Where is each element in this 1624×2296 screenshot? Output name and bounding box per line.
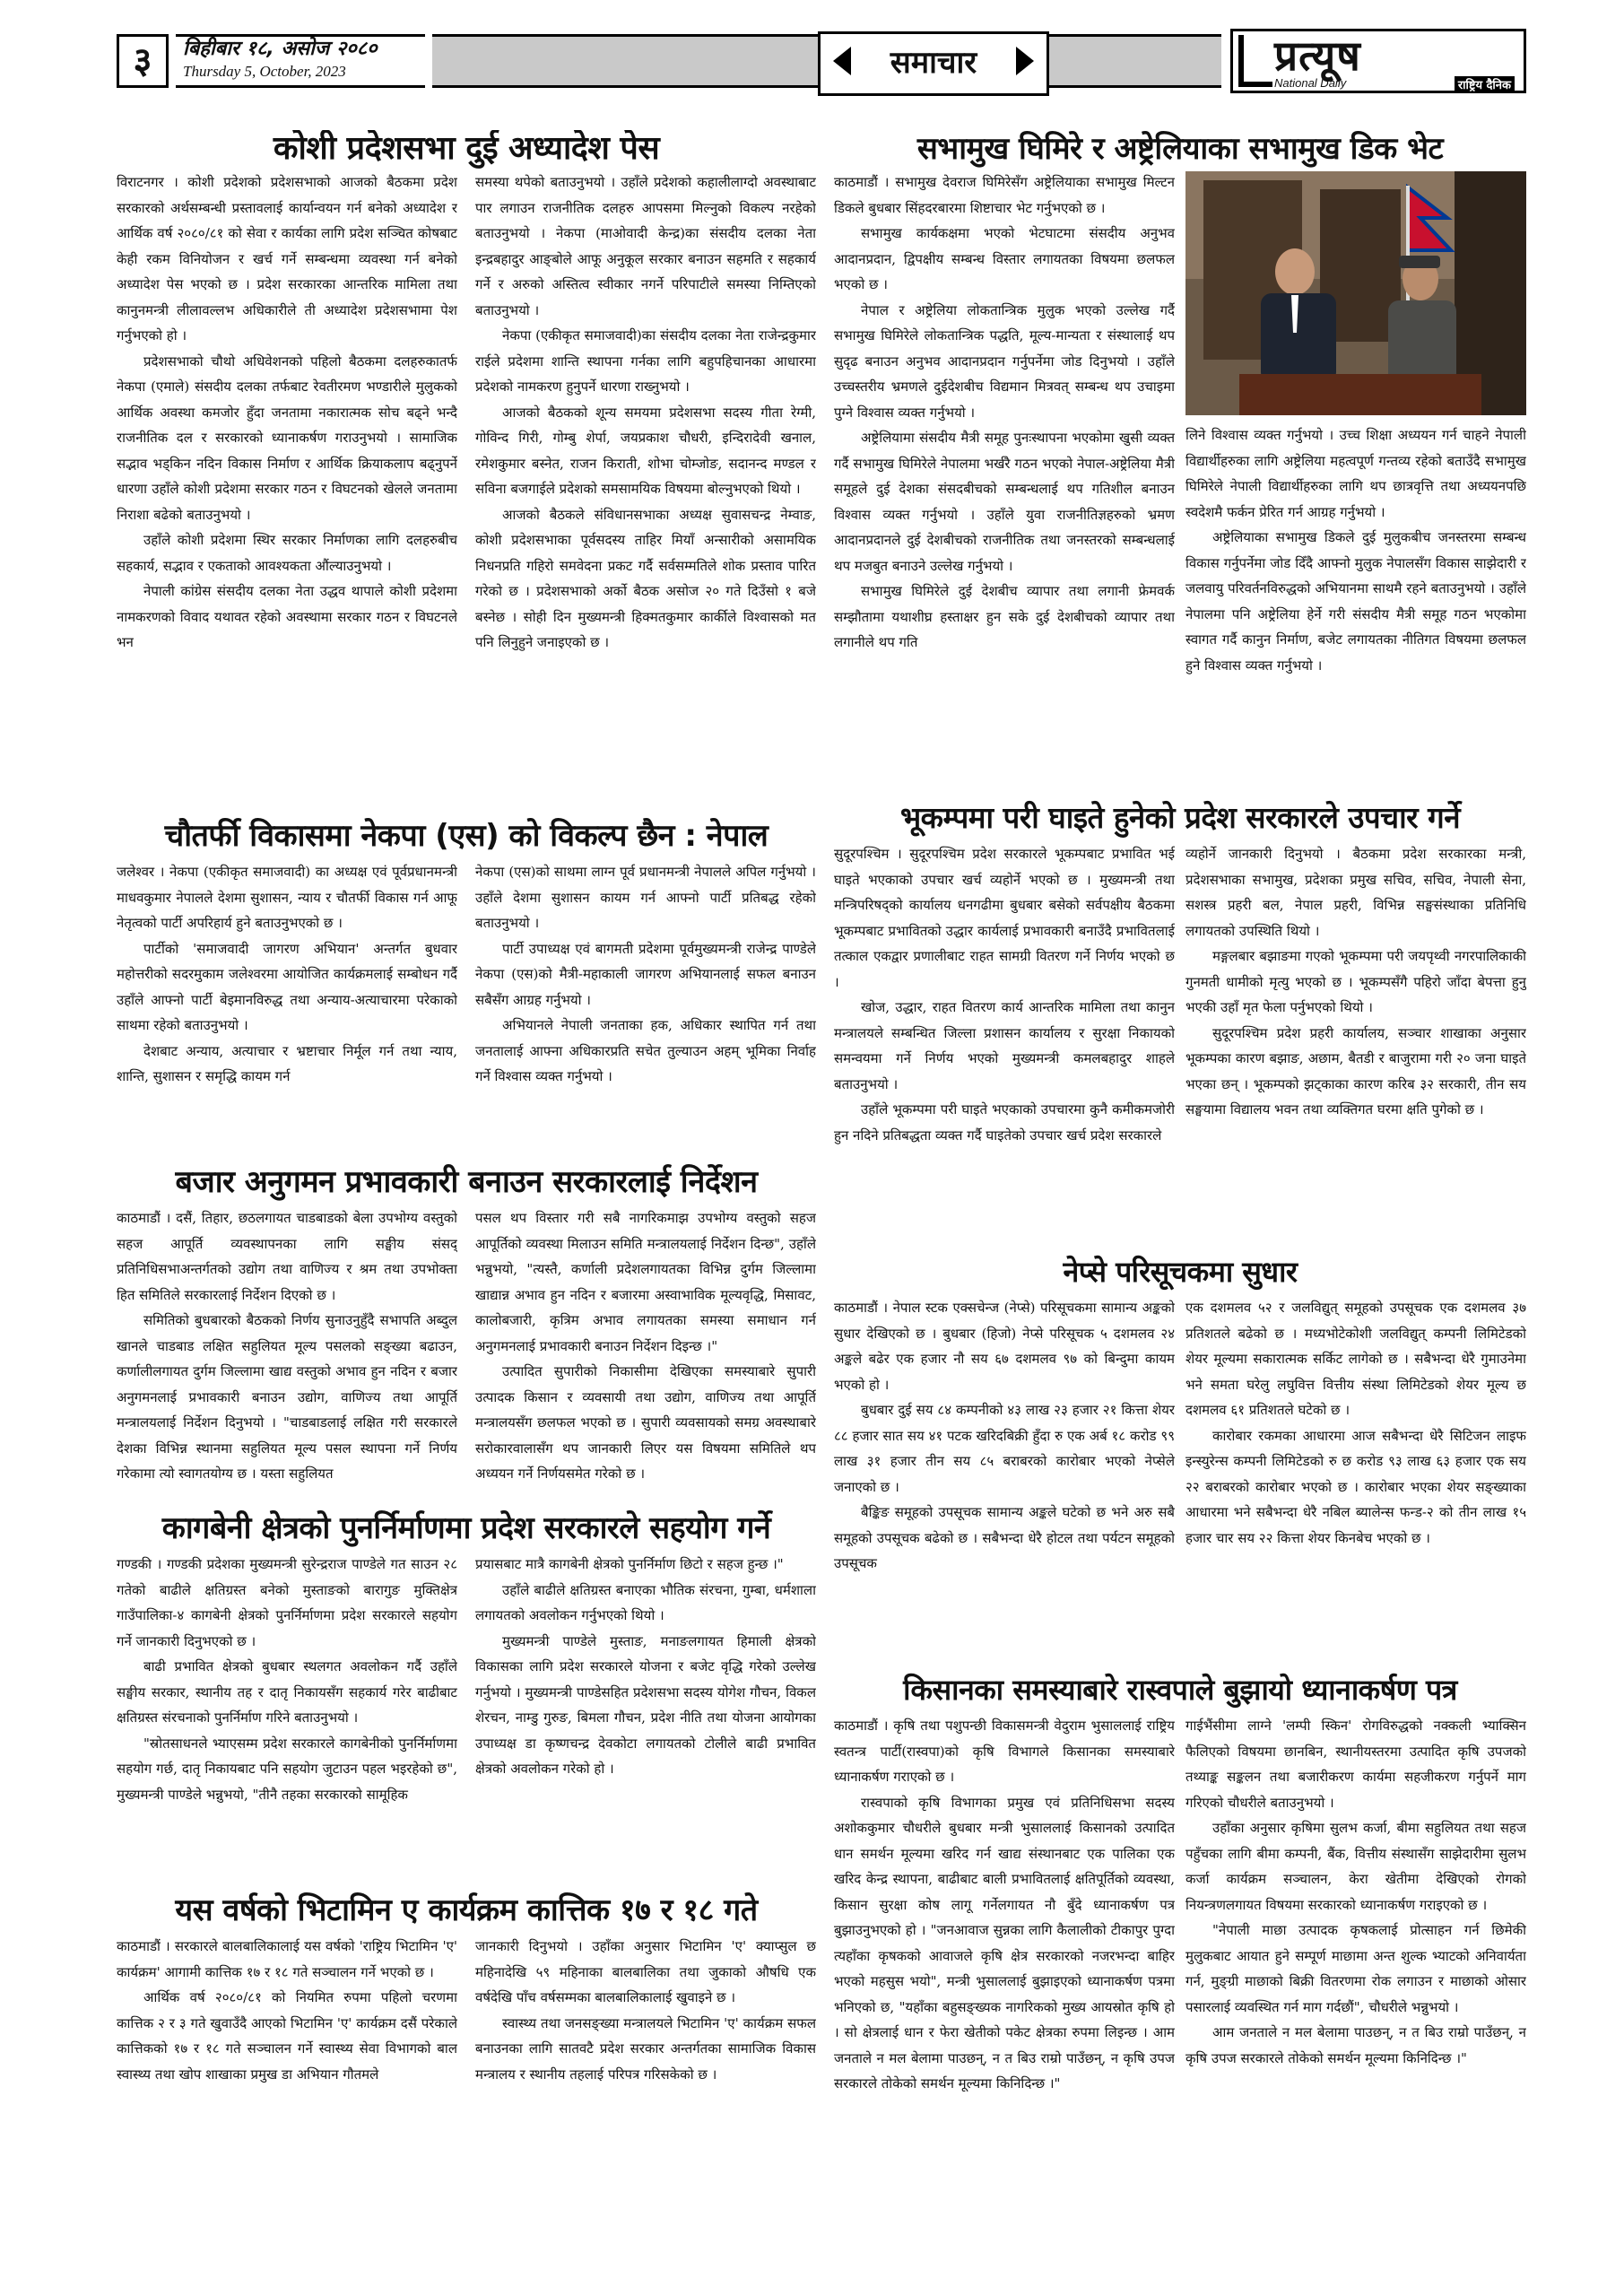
article-sabhamukh: [834, 130, 1526, 794]
headline: चौतर्फी विकासमा नेकपा (एस) को विकल्प छैन : नेपाल: [164, 818, 769, 854]
article-column: [117, 1934, 457, 2248]
paragraph: विराटनगर । कोशी प्रदेशको प्रदेशसभाको आजको बैठकमा प्रदेश सरकारको अर्थसम्बन्धी प्रस्तावलाई कार्यान्वयन गर्न बनेको अध्यादेश र आर्थिक वर्ष २०८०/८१ को सेवा र कार्यका लागि प्रदेश सञ्चित कोषबाट केही रकम विनियोजन र खर्च गर्ने सम्बन्धमा व्यवस्था गर्न बनेको अध्यादेश पेस भएको छ । प्रदेश सरकारका आन्तरिक मामिला तथा कानुनमन्त्री लीलावल्लभ अधिकारीले ती अध्यादेश प्रदेशसभामा पेश गर्नुभएको हो ।: [117, 174, 457, 344]
paragraph: बाढी प्रभावित क्षेत्रको बुधबार स्थलगत अवलोकन गर्दै उहाँले सङ्घीय सरकार, स्थानीय तह र दातृ निकायसँग सहकार्य गरेर बाढीबाट क्षतिग्रस्त संरचनाको पुनर्निर्माण गरिने बताउनुभयो ।: [117, 1658, 457, 1726]
logo-name: प्रत्यूष: [1274, 31, 1361, 80]
article-column: [834, 1713, 1175, 2260]
paragraph: आर्थिक वर्ष २०८०/८१ को नियमित रुपमा पहिलो चरणमा कात्तिक २ र ३ गते खुवाउँदै आएको भिटामिन 'ए' कार्यक्रम दसैं परेकाले कात्तिकको १७ र १८ गते सञ्चालन गर्ने स्वास्थ्य सेवा विभागको बाल स्वास्थ्य तथा खोप शाखाका प्रमुख डा अभियान गौतमले: [117, 1989, 457, 2083]
date-block: [176, 34, 425, 88]
paragraph: कारोबार रकमका आधारमा आज सबैभन्दा धेरै सिटिजन लाइफ इन्स्युरेन्स कम्पनी लिमिटेडको रु छ करोड ९३ लाख ६३ हजार एक सय २२ बराबरको कारोबार भएको छ । कारोबार भएका शेयर सङ्ख्याका आधारमा भने सबैभन्दा धेरै नबिल ब्यालेन्स फन्ड-२ को तीन लाख १५ हजार चार सय २२ कित्ता शेयर किनबेच भएको छ ।: [1185, 1427, 1526, 1546]
paragraph: गाईभैंसीमा लाग्ने 'लम्पी स्किन' रोगविरुद्धको नक्कली भ्याक्सिन फैलिएको विषयमा छानबिन, स्थानीयस्तरमा उत्पादित कृषि उपजको तथ्याङ्क सङ्कलन तथा बजारीकरण कार्यमा सहजीकरण गर्नुपर्ने माग गरिएको चौधरीले बताउनुभयो ।: [1185, 1718, 1526, 1811]
paragraph: आजको बैठकको शून्य समयमा प्रदेशसभा सदस्य गीता रेग्मी, गोविन्द गिरी, गोम्बु शेर्पा, जयप्रकाश चौधरी, इन्दिरादेवी खनाल, रमेशकुमार बस्नेत, राजन किराती, शोभा चोम्जोङ, सदानन्द मण्डल र सविना बजगाईले प्रदेशको समसामयिक विषयमा बोल्नुभएको थियो ।: [475, 404, 816, 497]
paragraph: सुदूरपश्चिम । सुदूरपश्चिम प्रदेश सरकारले भूकम्पबाट प्रभावित भई घाइते भएकाको उपचार खर्च व्यहोर्ने भएको छ । मुख्यमन्त्री तथा मन्त्रिपरिषद्को कार्यालय धनगढीमा बुधबार बसेको सर्वपक्षीय बैठकमा भूकम्पबाट प्रभावितको उद्धार कार्यलाई प्रभावकारी बनाउँदै प्रभावितलाई तत्काल एकद्वार प्रणालीबाट राहत सामग्री वितरण गर्ने निर्णय भएको छ ।: [834, 846, 1175, 990]
paragraph: पार्टी उपाध्यक्ष एवं बागमती प्रदेशमा पूर्वमुख्यमन्त्री राजेन्द्र पाण्डेले नेकपा (एस)को मैत्री-महाकाली जागरण अभियानलाई सफल बनाउन सबैसँग आग्रह गर्नुभयो ।: [475, 940, 816, 1008]
newspaper-logo: [1230, 29, 1526, 93]
paragraph: नेपाल र अष्ट्रेलिया लोकतान्त्रिक मुलुक भएको उल्लेख गर्दै सभामुख घिमिरेले लोकतान्त्रिक पद्धति, मूल्य-मान्यता र संस्थालाई थप सुदृढ बनाउन अनुभव आदानप्रदान गर्नुपर्नेमा जोड दिनुभयो । उहाँले उच्चस्तरीय भ्रमणले दुईदेशबीच विद्यमान मित्रवत् सम्बन्ध थप उचाइमा पुग्ने विश्वास व्यक्त गर्नुभयो ।: [834, 301, 1175, 421]
article-column: [1185, 1713, 1526, 2260]
paragraph: नेकपा (एकीकृत समाजवादी)का संसदीय दलका नेता राजेन्द्रकुमार राईले प्रदेशमा शान्ति स्थापना गर्नका लागि बहुपहिचानका आधारमा प्रदेशको नामकरण हुनुपर्ने धारणा राख्नुभयो ।: [475, 327, 816, 395]
article-column: [475, 859, 816, 1155]
paragraph: एक दशमलव ५२ र जलविद्युत् समूहको उपसूचक एक दशमलव ३७ प्रतिशतले बढेको छ । मध्यभोटेकोशी जलविद्युत् कम्पनी लिमिटेडको शेयर मूल्यमा सकारात्मक सर्किट लागेको छ । सबैभन्दा धेरै गुमाउनेमा भने समता घरेलु लघुवित्त वित्तीय संस्था लिमिटेडको शेयर मूल्य छ दशमलव ६१ प्रतिशतले घटेको छ ।: [1185, 1300, 1526, 1418]
paragraph: जलेश्वर । नेकपा (एकीकृत समाजवादी) का अध्यक्ष एवं पूर्वप्रधानमन्त्री माधवकुमार नेपालले देशमा सुशासन, न्याय र चौतर्फी विकास गर्न आफू नेतृत्वको पार्टी अपरिहार्य हुने बताउनुभएको छ ।: [117, 864, 457, 931]
paragraph: लिने विश्वास व्यक्त गर्नुभयो । उच्च शिक्षा अध्ययन गर्न चाहने नेपाली विद्यार्थीहरुका लागि अष्ट्रेलिया महत्वपूर्ण गन्तव्य रहेको बताउँदै सभामुख घिमिरेले नेपाली विद्यार्थीहरुका लागि थप छात्रवृत्ति तथा अध्ययनपछि स्वदेशमै फर्कन प्रेरित गर्न आग्रह गर्नुभयो ।: [1185, 427, 1526, 520]
paragraph: अष्ट्रेलियाका सभामुख डिकले दुई मुलुकबीच जनस्तरमा सम्बन्ध विकास गर्नुपर्नेमा जोड दिँदै आफ्नो मुलुक नेपालसँग विकास साझेदारी र जलवायु परिवर्तनविरुद्धको अभियानमा साथमै रहने बताउनुभयो । उहाँले नेपालमा पनि अष्ट्रेलिया हेर्ने गरी संसदीय मैत्री समूह गठन भएकोमा स्वागत गर्दै कानुन निर्माण, बजेट लगायतका नीतिगत विषयमा छलफल हुने विश्वास व्यक्त गर्नुभयो ।: [1185, 529, 1526, 674]
paragraph: पसल थप विस्तार गरी सबै नागरिकमाझ उपभोग्य वस्तुको सहज आपूर्तिको व्यवस्था मिलाउन समिति मन्त्रालयलाई निर्देशन दिन्छ", उहाँले भन्नुभयो, "त्यस्तै, कर्णाली प्रदेशलगायतका विभिन्न दुर्गम जिल्लामा खाद्यान्न अभाव हुन नदिन र बजारमा अस्वाभाविक मूल्यवृद्धि, मिसावट, कालोबजारी, कृत्रिम अभाव लगायतका समस्या समाधान गर्न अनुगमनलाई प्रभावकारी बनाउन निर्देशन दिइन्छ ।": [475, 1210, 816, 1354]
paragraph: बुधबार दुई सय ८४ कम्पनीको ४३ लाख २३ हजार २१ कित्ता शेयर ८८ हजार सात सय ४१ पटक खरिदबिक्री हुँदा रु एक अर्ब १८ करोड ९९ लाख ३१ हजार तीन सय ८५ बराबरको कारोबार भएको नेप्सेले जनाएको छ ।: [834, 1402, 1175, 1495]
paragraph: देशबाट अन्याय, अत्याचार र भ्रष्टाचार निर्मूल गर्न तथा न्याय, शान्ति, सुशासन र समृद्धि कायम गर्न: [117, 1042, 457, 1084]
article-koshi: [117, 130, 816, 812]
paragraph: प्रदेशसभाको चौथो अधिवेशनको पहिलो बैठकमा दलहरुकातर्फ नेकपा (एमाले) संसदीय दलका तर्फबाट रेवतीरमण भण्डारीले मुलुकको आर्थिक अवस्था कमजोर हुँदा जनतामा नकारात्मक सोच बढ्ने भन्दै राजनीतिक दल र सरकारको ध्यानाकर्षण गराउनुभयो । सामाजिक सद्भाव भड्किन नदिन विकास निर्माण र आर्थिक क्रियाकलाप बढ्नुपर्ने धारणा उहाँले कोशी प्रदेशमा सरकार गठन र विघटनको खेलले जनतामा निराशा बढेको बताउनुभयो ।: [117, 352, 457, 523]
headline: यस वर्षको भिटामिन ए कार्यक्रम कात्तिक १७ र १८ गते: [175, 1892, 758, 1928]
article-kagbeni: [117, 1510, 816, 1887]
paragraph: पार्टीको 'समाजवादी जागरण अभियान' अन्तर्गत बुधवार महोत्तरीको सदरमुकाम जलेश्वरमा आयोजित कार्यक्रमलाई सम्बोधन गर्दै उहाँले आफ्नो पार्टी बेइमानविरुद्ध तथा अन्याय-अत्याचारमा परेकाको साथमा रहेको बताउनुभयो ।: [117, 940, 457, 1033]
article-column: [475, 170, 816, 812]
meeting-photo: [1185, 171, 1526, 415]
article-column: [834, 841, 1175, 1245]
paragraph: खोज, उद्धार, राहत वितरण कार्य आन्तरिक मामिला तथा कानुन मन्त्रालयले सम्बन्धित जिल्ला प्रशासन कार्यालय र सुरक्षा निकायको समन्वयमा गर्ने निर्णय भएको मुख्यमन्त्री कमलबहादुर शाहले बताउनुभयो ।: [834, 999, 1175, 1092]
date-english: Thursday 5, October, 2023: [183, 63, 346, 80]
article-kisan: [834, 1672, 1526, 2264]
article-nepse: [834, 1254, 1526, 1666]
paragraph: काठमाडौं । नेपाल स्टक एक्सचेन्ज (नेप्से) परिसूचकमा सामान्य अङ्कको सुधार देखिएको छ । बुधबार (हिजो) नेप्से परिसूचक ५ दशमलव २४ अङ्कले बढेर एक हजार नौ सय ६७ दशमलव ९७ को बिन्दुमा कायम भएको हो ।: [834, 1300, 1175, 1393]
paragraph: अष्ट्रेलियामा संसदीय मैत्री समूह पुनःस्थापना भएकोमा खुसी व्यक्त गर्दै सभामुख घिमिरेले नेपालमा भर्खरै गठन भएको नेपाल-अष्ट्रेलिया मैत्री समूहले दुई देशका संसदबीचको सम्बन्धलाई थप गतिशील बनाउन विश्वास व्यक्त गर्नुभयो । उहाँले युवा राजनीतिज्ञहरुको भ्रमण आदानप्रदानले दुई देशबीचको राजनीतिक तथा जनस्तरको सम्बन्धलाई थप मजबुत बनाउने उल्लेख गर्नुभयो ।: [834, 430, 1175, 574]
article-column: [1185, 841, 1526, 1245]
paragraph: उहाँले कोशी प्रदेशमा स्थिर सरकार निर्माणका लागि दलहरुबीच सहकार्य, सद्भाव र एकताको आवश्यकता औंल्याउनुभयो ।: [117, 532, 457, 574]
paragraph: सुदूरपश्चिम प्रदेश प्रहरी कार्यालय, सञ्चार शाखाका अनुसार भूकम्पका कारण बझाङ, अछाम, बैतडी र बाजुरामा गरी २० जना घाइते भएका छन् । भूकम्पको झट्काका कारण करिब ३२ सरकारी, तीन सय सङ्घयामा विद्यालय भवन तथा व्यक्तिगत घरमा क्षति पुगेको छ ।: [1185, 1024, 1526, 1118]
paragraph: "नेपाली माछा उत्पादक कृषकलाई प्रोत्साहन गर्न छिमेकी मुलुकबाट आयात हुने सम्पूर्ण माछामा अन्त शुल्क भ्याटको अनिवार्यता गर्न, मुङ्ग्री माछाको बिक्री वितरणमा रोक लगाउन र माछाको ओसार पसारलाई व्यवस्थित गर्न माग गर्दछौं", चौधरीले भन्नुभयो ।: [1185, 1922, 1526, 2015]
paragraph: जानकारी दिनुभयो । उहाँका अनुसार भिटामिन 'ए' क्याप्सुल छ महिनादेखि ५९ महिनाका बालबालिका तथा जुकाको औषधि एक वर्षदेखि पाँच वर्षसम्मका बालबालिकालाई खुवाइने छ ।: [475, 1938, 816, 2005]
article-bhukampa: [834, 800, 1526, 1248]
headline: कागबेनी क्षेत्रको पुनर्निर्माणमा प्रदेश सरकारले सहयोग गर्ने: [161, 1510, 771, 1546]
article-column: [117, 1205, 457, 1501]
paragraph: स्वास्थ्य तथा जनसङ्ख्या मन्त्रालयले भिटामिन 'ए' कार्यक्रम सफल बनाउनका लागि सातवटै प्रदेश सरकार अन्तर्गतका सामाजिक विकास मन्त्रालय र स्थानीय तहलाई परिपत्र गरिसकेको छ ।: [475, 2014, 816, 2083]
paragraph: नेपाली कांग्रेस संसदीय दलका नेता उद्धव थापाले कोशी प्रदेशमा नामकरणको विवाद यथावत रहेको अवस्थामा सरकार गठन र विघटनले भन: [117, 583, 457, 650]
paragraph: "स्रोतसाधनले भ्याएसम्म प्रदेश सरकारले कागबेनीको पुनर्निर्माणमा सहयोग गर्छ, दातृ निकायबाट पनि सहयोग जुटाउन पहल भइरहेको छ", मुख्यमन्त्री पाण्डेले भन्नुभयो, "तीनै तहका सरकारको सामूहिक: [117, 1735, 457, 1803]
paragraph: काठमाडौं । सरकारले बालबालिकालाई यस वर्षको 'राष्ट्रिय भिटामिन 'ए' कार्यक्रम' आगामी कात्तिक १७ र १८ गते सञ्चालन गर्ने भएको छ ।: [117, 1938, 457, 1980]
triangle-right-icon: [1016, 47, 1034, 75]
article-bajar: [117, 1164, 816, 1505]
paragraph: काठमाडौं । कृषि तथा पशुपन्छी विकासमन्त्री वेदुराम भुसाललाई राष्ट्रिय स्वतन्त्र पार्टी(रास्वपा)को कृषि विभागले किसानका समस्याबारे ध्यानाकर्षण गराएको छ ।: [834, 1718, 1175, 1785]
section-band: [432, 34, 1221, 88]
article-column: [834, 1295, 1175, 1663]
paragraph: उहाँका अनुसार कृषिमा सुलभ कर्जा, बीमा सहुलियत तथा सहज पहुँचका लागि बीमा कम्पनी, बैंक, वित्तीय संस्थासँग साझेदारीमा सुलभ कर्जा कार्यक्रम सञ्चालन, केरा खेतीमा देखिएको रोगको नियन्त्रणलगायत विषयमा सरकारको ध्यानाकर्षण गराइएको छ ।: [1185, 1820, 1526, 1913]
article-column: [117, 1552, 457, 1883]
paragraph: मुख्यमन्त्री पाण्डेले मुस्ताङ, मनाङलगायत हिमाली क्षेत्रको विकासका लागि प्रदेश सरकारले योजना र बजेट वृद्धि गरेको उल्लेख गर्नुभयो । मुख्यमन्त्री पाण्डेसहित प्रदेशसभा सदस्य योगेश गौचन, विकल शेरचन, नाम्डु गुरुङ, बिमला गौचन, प्रदेश नीति तथा योजना आयोगका उपाध्यक्ष डा कृष्णचन्द्र देवकोटा लगायतको टोलीले बाढी प्रभावित क्षेत्रको अवलोकन गरेको हो ।: [475, 1632, 816, 1777]
article-column: [1185, 1295, 1526, 1663]
headline: किसानका समस्याबारे रास्वपाले बुझायो ध्यानाकर्षण पत्र: [903, 1673, 1457, 1707]
article-column: [475, 1552, 816, 1883]
headline: बजार अनुगमन प्रभावकारी बनाउन सरकारलाई निर्देशन: [175, 1164, 758, 1200]
logo-tagline-nepali: राष्ट्रिय दैनिक: [1455, 76, 1515, 92]
paragraph: बैङ्किङ समूहको उपसूचक सामान्य अङ्कले घटेको छ भने अरु सबै समूहको उपसूचक बढेको छ । सबैभन्दा धेरै होटल तथा पर्यटन समूहको उपसूचक: [834, 1504, 1175, 1571]
masthead: [117, 31, 1526, 92]
headline: भूकम्पमा परी घाइते हुनेको प्रदेश सरकारले उपचार गर्ने: [899, 800, 1461, 835]
date-nepali: बिहीबार १८, असोज २०८०: [183, 38, 378, 60]
paragraph: अभियानले नेपाली जनताका हक, अधिकार स्थापित गर्न तथा जनतालाई आफ्ना अधिकारप्रति सचेत तुल्याउन अहम् भूमिका निर्वाह गर्ने विश्वास व्यक्त गर्नुभयो ।: [475, 1017, 816, 1084]
paragraph: उत्पादित सुपारीको निकासीमा देखिएका समस्याबारे सुपारी उत्पादक किसान र व्यवसायी तथा उद्योग, वाणिज्य तथा आपूर्ति मन्त्रालयसँग छलफल भएको छ । सुपारी व्यवसायको समग्र अवस्थाबारे सरोकारवालासँग थप जानकारी लिएर यस विषयमा समितिले थप अध्ययन गर्ने निर्णयसमेत गरेको छ ।: [475, 1363, 816, 1482]
article-column: [117, 859, 457, 1155]
paragraph: समस्या थपेको बताउनुभयो । उहाँले प्रदेशको कहालीलाग्दो अवस्थाबाट पार लगाउन राजनीतिक दलहरु आपसमा मिल्नुको विकल्प नरहेको बताउनुभयो । नेकपा (माओवादी केन्द्र)का संसदीय दलका नेता इन्द्रबहादुर आङ्बोले आफू अनुकूल सरकार बनाउन सहमति र सहकार्य गर्ने र अरुको अस्तित्व स्वीकार नगर्ने परिपाटीले समस्या निम्तिएको बताउनुभयो ।: [475, 174, 816, 318]
paragraph: गण्डकी । गण्डकी प्रदेशका मुख्यमन्त्री सुरेन्द्रराज पाण्डेले गत साउन २८ गतेको बाढीले क्षतिग्रस्त बनेको मुस्ताङको बारागुङ मुक्तिक्षेत्र गाउँपालिका-४ कागबेनी क्षेत्रको पुनर्निर्माणमा प्रदेश सरकारले सहयोग गर्ने जानकारी दिनुभएको छ ।: [117, 1556, 457, 1649]
logo-mark-icon: [1238, 35, 1272, 87]
section-title: समाचार: [890, 45, 977, 81]
paragraph: काठमाडौं । सभामुख देवराज घिमिरेसँग अष्ट्रेलियाका सभामुख मिल्टन डिकले बुधबार सिंहदरबारमा शिष्टाचार भेट गर्नुभएको छ ।: [834, 174, 1175, 216]
paragraph: उहाँले भूकम्पमा परी घाइते भएकाको उपचारमा कुनै कमीकमजोरी हुन नदिने प्रतिबद्धता व्यक्त गर्दै घाइतेको उपचार खर्च प्रदेश सरकारले: [834, 1101, 1175, 1144]
paragraph: सभामुख घिमिरेले दुई देशबीच व्यापार तथा लगानी फ्रेमवर्क सम्झौतामा यथाशीघ्र हस्ताक्षर हुन सके दुई देशबीचको व्यापार तथा लगानीले थप गति: [834, 583, 1175, 650]
article-column: [117, 170, 457, 812]
meeting-photo-illustration: [1185, 171, 1526, 415]
paragraph: उहाँले बाढीले क्षतिग्रस्त बनाएका भौतिक संरचना, गुम्बा, धर्मशाला लगायतको अवलोकन गर्नुभएको थियो ।: [475, 1581, 816, 1623]
paragraph: समितिको बुधबारको बैठकको निर्णय सुनाउनुहुँदै सभापति अब्दुल खानले चाडबाड लक्षित सहुलियत मूल्य पसलको सङ्ख्या बढाउन, कर्णालीलगायत दुर्गम जिल्लामा खाद्य वस्तुको अभाव हुन नदिन र बजार अनुगमनलाई प्रभावकारी बनाउन उद्योग, वाणिज्य तथा आपूर्ति मन्त्रालयलाई निर्देशन दिनुभयो । "चाडबाडलाई लक्षित गरी सरकारले देशका विभिन्न स्थानमा सहुलियत मूल्य पसल स्थापना गर्ने निर्णय गरेकामा त्यो स्वागतयोग्य छ । यस्ता सहुलियत: [117, 1312, 457, 1482]
headline: नेप्से परिसूचकमा सुधार: [1063, 1255, 1298, 1289]
logo-tagline-english: National Daily: [1274, 76, 1347, 90]
paragraph: नेकपा (एस)को साथमा लाग्न पूर्व प्रधानमन्त्री नेपालले अपिल गर्नुभयो । उहाँले देशमा सुशासन कायम गर्न आफ्नो पार्टी प्रतिबद्ध रहेको बताउनुभयो ।: [475, 864, 816, 931]
headline: सभामुख घिमिरे र अष्ट्रेलियाका सभामुख डिक भेट: [916, 131, 1444, 167]
section-title-box: [818, 31, 1049, 96]
article-column: [475, 1205, 816, 1501]
article-chautarfi: [117, 818, 816, 1159]
article-column: [834, 170, 1175, 794]
paragraph: आम जनताले न मल बेलामा पाउछन्, न त बिउ राम्रो पाउँछन्, न कृषि उपज सरकारले तोकेको समर्थन मूल्यमा किनिदिन्छ ।": [1185, 2024, 1526, 2066]
paragraph: सभामुख कार्यकक्षमा भएको भेटघाटमा संसदीय अनुभव आदानप्रदान, द्विपक्षीय सम्बन्ध विस्तार लगायतका विषयमा छलफल भएको छ ।: [834, 225, 1175, 292]
article-vitamin: [117, 1892, 816, 2251]
paragraph: मङ्गलबार बझाङमा गएको भूकम्पमा परी जयपृथ्वी नगरपालिकाकी गुनमती धामीको मृत्यु भएको छ । भूकम्पसँगै पहिरो जाँदा बेपत्ता हुनु भएकी उहाँ मृत फेला पर्नुभएको थियो ।: [1185, 948, 1526, 1015]
paragraph: आजको बैठकले संविधानसभाका अध्यक्ष सुवासचन्द्र नेम्वाङ, कोशी प्रदेशसभाका पूर्वसदस्य ताहिर मियाँ अन्सारीको असामयिक निधनप्रति गहिरो समवेदना प्रकट गर्दै सर्वसम्मतिले शोक प्रस्ताव पारित गरेको छ । प्रदेशसभाको अर्को बैठक असोज २० गते दिउँसो १ बजे बस्नेछ । सोही दिन मुख्यमन्त्री हिक्मतकुमार कार्कीले विश्वासको मत पनि लिनुहुने जनाइएको छ ।: [475, 506, 816, 650]
paragraph: काठमाडौं । दसैं, तिहार, छठलगायत चाडबाडको बेला उपभोग्य वस्तुको सहज आपूर्ति व्यवस्थापनका लागि सङ्घीय संसद् प्रतिनिधिसभाअन्तर्गतको उद्योग तथा वाणिज्य र श्रम तथा उपभोक्ता हित समितिले सरकारलाई निर्देशन दिएको छ ।: [117, 1210, 457, 1303]
article-column: [475, 1934, 816, 2248]
paragraph: प्रयासबाट मात्रै कागबेनी क्षेत्रको पुनर्निर्माण छिटो र सहज हुन्छ ।": [475, 1556, 784, 1572]
page-number: ३: [117, 34, 169, 88]
triangle-left-icon: [833, 47, 851, 75]
paragraph: रास्वपाको कृषि विभागका प्रमुख एवं प्रतिनिधिसभा सदस्य अशोककुमार चौधरीले बुधबार मन्त्री भुसाललाई किसानको उत्पादित धान समर्थन मूल्यमा खरिद गर्न खाद्य संस्थानबाट एक पालिका एक खरिद केन्द्र स्थापना, बाढीबाट बाली प्रभावितलाई क्षतिपूर्तिको व्यवस्था, किसान सुरक्षा कोष लागू गर्नेलगायत नौ बुँदे ध्यानाकर्षण पत्र बुझाउनुभएको हो । "जनआवाज सुन्नका लागि कैलालीको टीकापुर पुग्दा त्यहाँका कृषकको आवाजले कृषि क्षेत्र सरकारको नजरभन्दा बाहिर भएको महसुस भयो", मन्त्री भुसाललाई बुझाइएको ध्यानाकर्षण पत्रमा भनिएको छ, "यहाँका बहुसङ्ख्यक नागरिकको मुख्य आयस्रोत कृषि हो । सो क्षेत्रलाई धान र फेरा खेतीको पकेट क्षेत्रका रुपमा लिइन्छ । आम जनताले न मल बेलामा पाउछन्, न त बिउ राम्रो पाउँछन्, न कृषि उपज सरकारले तोकेको समर्थन मूल्यमा किनिदिन्छ ।": [834, 1794, 1175, 2092]
paragraph: व्यहोर्ने जानकारी दिनुभयो । बैठकमा प्रदेश सरकारका मन्त्री, प्रदेशसभाका सभामुख, प्रदेशका प्रमुख सचिव, सचिव, नेपाली सेना, सशस्त्र प्रहरी बल, नेपाल प्रहरी, विभिन्न सङ्घसंस्थाका प्रतिनिधि लगायतको उपस्थिति थियो ।: [1185, 846, 1526, 939]
headline: कोशी प्रदेशसभा दुई अध्यादेश पेस: [273, 130, 660, 167]
